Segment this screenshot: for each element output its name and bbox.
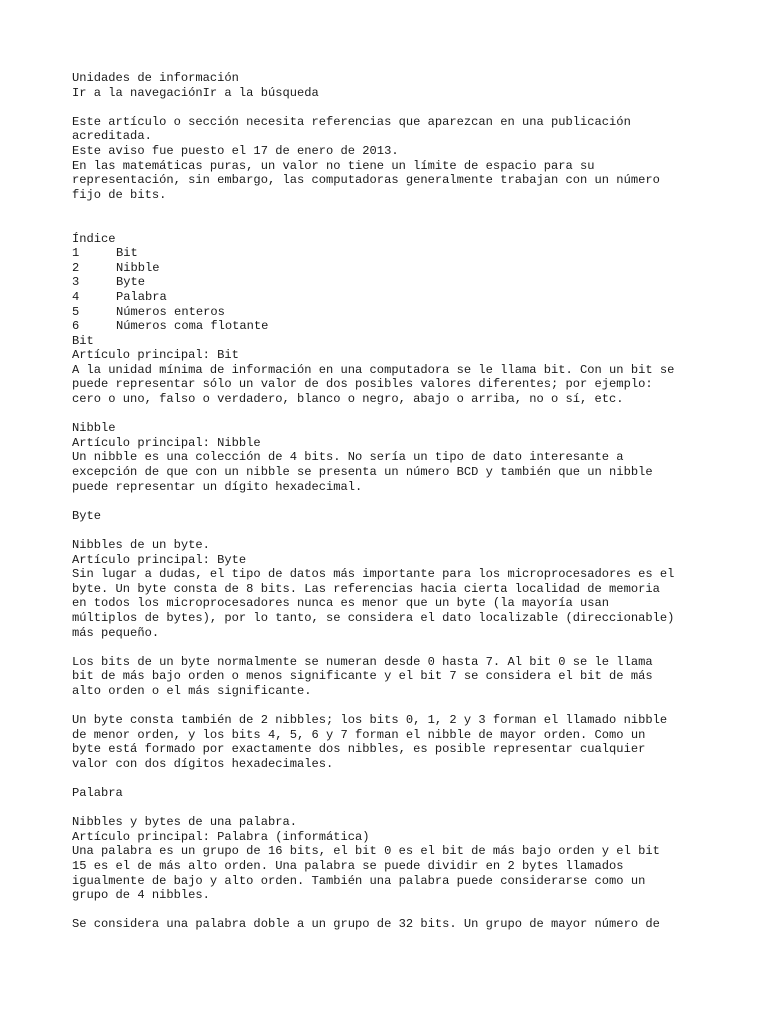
spacer: [72, 217, 712, 232]
spacer: [72, 494, 712, 509]
spacer: [72, 202, 712, 217]
paragraph-line: Una palabra es un grupo de 16 bits, el bit 0 es el bit de más bajo orden y el bit: [72, 844, 660, 859]
paragraph-line: puede representar sólo un valor de dos posibles valores diferentes; por ejemplo:: [72, 377, 653, 392]
spacer: [72, 100, 712, 115]
toc-item[interactable]: [72, 275, 712, 290]
toc-item-label: Números enteros: [116, 304, 225, 319]
paragraph-line: de menor orden, y los bits 4, 5, 6 y 7 forman el nibble de mayor orden. Como un: [72, 727, 646, 742]
toc-list: [72, 246, 712, 334]
section-heading-byte: Byte: [72, 508, 102, 523]
toc-item-number: 4: [72, 289, 80, 304]
paragraph-line: Se considera una palabra doble a un grupo de 32 bits. Un grupo de mayor número de: [72, 917, 660, 932]
main-article-link[interactable]: Artículo principal: Byte: [72, 552, 247, 567]
paragraph-line: Sin lugar a dudas, el tipo de datos más importante para los microprocesadores es el: [72, 567, 675, 582]
notice-line: Este artículo o sección necesita referencias que aparezcan en una publicación: [72, 114, 631, 129]
spacer: [72, 407, 712, 422]
spacer: [72, 801, 712, 816]
main-article-link[interactable]: Artículo principal: Nibble: [72, 435, 261, 450]
skip-links[interactable]: Ir a la navegaciónIr a la búsqueda: [72, 85, 319, 100]
paragraph-line: alto orden o el más significante.: [72, 683, 312, 698]
toc-item-number: 6: [72, 319, 80, 334]
toc-item[interactable]: [72, 319, 712, 334]
notice-line: acreditada.: [72, 129, 152, 144]
main-article-link[interactable]: Artículo principal: Bit: [72, 348, 239, 363]
intro-line: En las matemáticas puras, un valor no tiene un límite de espacio para su: [72, 158, 595, 173]
toc-item-number: 5: [72, 304, 80, 319]
figure-caption: Nibbles y bytes de una palabra.: [72, 815, 297, 830]
toc-item-label: Nibble: [116, 260, 160, 275]
toc-item-number: 2: [72, 260, 80, 275]
spacer: [72, 640, 712, 655]
toc-item-number: 1: [72, 246, 80, 261]
paragraph-line: grupo de 4 nibbles.: [72, 888, 210, 903]
main-article-link[interactable]: Artículo principal: Palabra (informática): [72, 829, 370, 844]
paragraph-line: bit de más bajo orden o menos significante y el bit 7 se considera el bit de más: [72, 669, 653, 684]
paragraph-line: byte. Un byte consta de 8 bits. Las referencias hacia cierta localidad de memoria: [72, 581, 660, 596]
toc-item[interactable]: [72, 246, 712, 261]
paragraph-line: Un byte consta también de 2 nibbles; los bits 0, 1, 2 y 3 forman el llamado nibble: [72, 713, 668, 728]
paragraph-line: cero o uno, falso o verdadero, blanco o negro, abajo o arriba, no o sí, etc.: [72, 392, 624, 407]
spacer: [72, 903, 712, 918]
paragraph-line: puede representar un dígito hexadecimal.: [72, 479, 363, 494]
paragraph-line: 15 es el de más alto orden. Una palabra se puede dividir en 2 bytes llamados: [72, 859, 624, 874]
spacer: [72, 523, 712, 538]
toc-item[interactable]: [72, 290, 712, 305]
toc-item-label: Palabra: [116, 289, 167, 304]
paragraph-line: Los bits de un byte normalmente se numeran desde 0 hasta 7. Al bit 0 se le llama: [72, 654, 653, 669]
toc-heading: Índice: [72, 231, 116, 246]
toc-item-label: Byte: [116, 275, 146, 290]
paragraph-line: más pequeño.: [72, 625, 160, 640]
section-heading-nibble: Nibble: [72, 421, 116, 436]
toc-item[interactable]: [72, 305, 712, 320]
toc-item[interactable]: [72, 261, 712, 276]
paragraph-line: A la unidad mínima de información en una computadora se le llama bit. Con un bit se: [72, 362, 675, 377]
spacer: [72, 772, 712, 787]
paragraph-line: Un nibble es una colección de 4 bits. No sería un tipo de dato interesante a: [72, 450, 624, 465]
spacer: [72, 699, 712, 714]
paragraph-line: byte está formado por exactamente dos nibbles, es posible representar cualquier: [72, 742, 646, 757]
paragraph-line: múltiplos de bytes), por lo tanto, se considera el dato localizable (direccionable): [72, 610, 675, 625]
toc-item-label: Números coma flotante: [116, 319, 269, 334]
notice-date: Este aviso fue puesto el 17 de enero de 2013.: [72, 143, 399, 158]
toc-item-number: 3: [72, 275, 80, 290]
document-body: [72, 71, 712, 932]
paragraph-line: igualmente de bajo y alto orden. También una palabra puede considerarse como un: [72, 873, 646, 888]
paragraph-line: excepción de que con un nibble se presenta un número BCD y también que un nibble: [72, 465, 653, 480]
figure-caption: Nibbles de un byte.: [72, 538, 210, 552]
toc-item-label: Bit: [116, 246, 138, 261]
paragraph-line: valor con dos dígitos hexadecimales.: [72, 756, 334, 771]
section-heading-bit: Bit: [72, 333, 94, 348]
paragraph-line: en todos los microprocesadores nunca es menor que un byte (la mayoría usan: [72, 596, 610, 611]
intro-line: fijo de bits.: [72, 187, 167, 202]
section-heading-palabra: Palabra: [72, 786, 123, 801]
intro-line: representación, sin embargo, las computadoras generalmente trabajan con un número: [72, 173, 660, 188]
page-title: Unidades de información: [72, 71, 239, 85]
